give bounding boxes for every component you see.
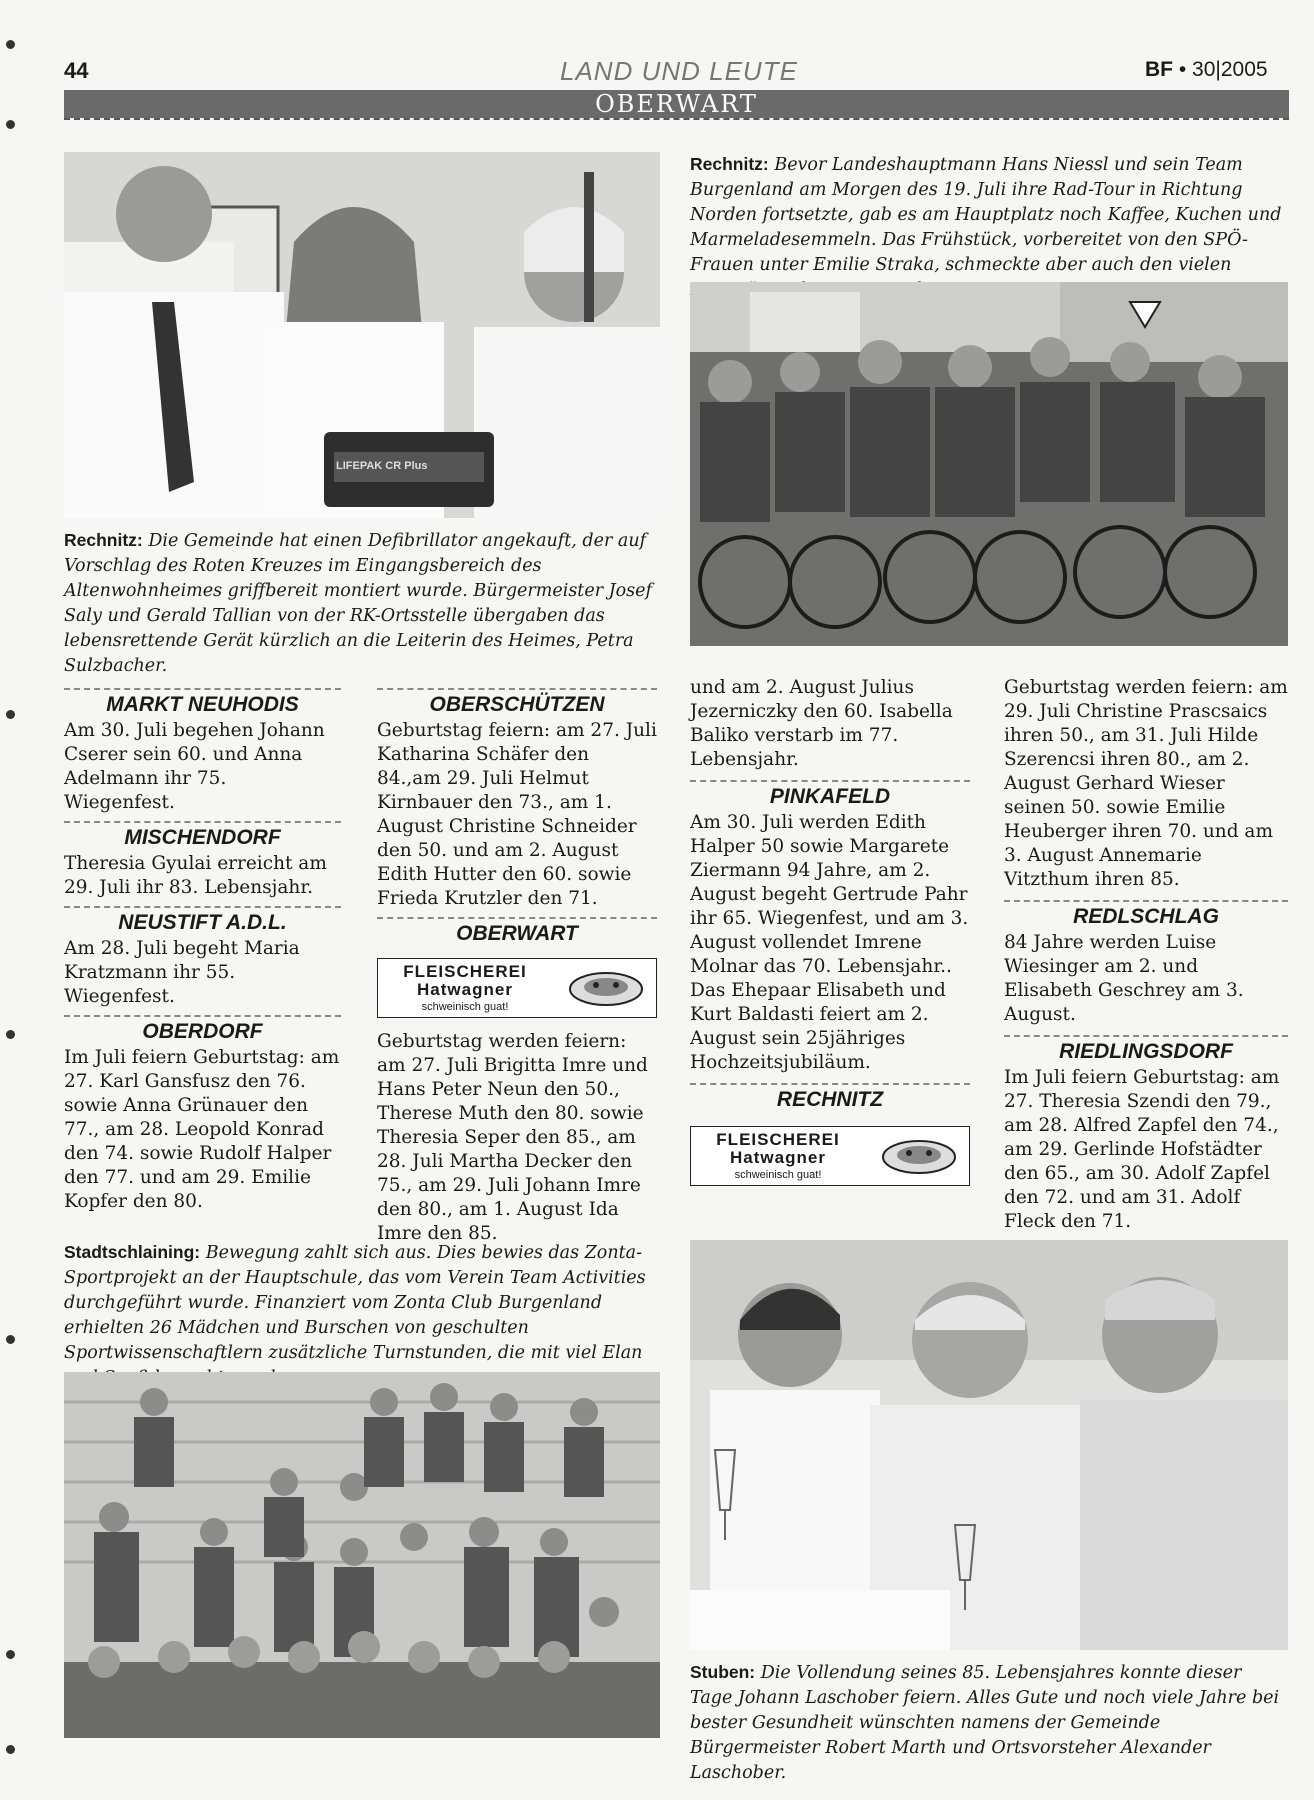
column-4 (1004, 676, 1288, 1234)
ad-line2: Hatwagner (730, 1148, 826, 1167)
divider (64, 118, 1289, 120)
text-continued: Geburtstag werden feiern: am 29. Juli Christine Prascsaics ihren 50., am 31. Juli Hilde Szerencsi ihren 80., am 2. August Gerhard Wieser seinen 50. sowie Emilie Heuberger ihren 70. und am 3. August Annemarie Vitzthum ihren 85. (1004, 677, 1288, 890)
caption-radtour (690, 152, 1288, 303)
photo-zonta-sport-group (64, 1372, 660, 1738)
issue-number: 30|2005 (1192, 58, 1268, 81)
text-mischendorf: Theresia Gyulai erreicht am 29. Juli ihr 83. Lebensjahr. (64, 853, 327, 898)
caption-place: Stadtschlaining: (64, 1242, 201, 1262)
caption-text: Bewegung zahlt sich aus. Dies bewies das Zonta-Sportprojekt an der Hauptschule, das vom Verein Team Activities durchgeführt wurde. Finanziert vom Zonta Club Burgenland erhielten 26 Mädchen und Burschen von geschulten Sportwissenschaftlern zusätzliche Turnstunden, die mit viel Elan (64, 1243, 646, 1363)
caption-place: Rechnitz: (64, 530, 143, 550)
photo-radtour-group (690, 282, 1288, 646)
region-banner (64, 90, 1289, 118)
issue-info: BF • 30|2005 (1145, 58, 1268, 81)
caption-stuben (690, 1660, 1288, 1786)
text-oberdorf: Im Juli feiern Geburtstag: am 27. Karl Gansfusz den 76. sowie Anna Grünauer den 77., am 28. Leopold Konrad den 74. sowie Rudolf Halper den 77. und am 29. Emilie Kopfer den 80. (64, 1047, 340, 1212)
heading-oberwart: OBERWART (377, 917, 657, 948)
caption-place: Stuben: (690, 1662, 756, 1682)
photo-stuben-birthday (690, 1240, 1288, 1650)
caption-defibrillator (64, 528, 664, 679)
heading-mischendorf: MISCHENDORF (64, 821, 341, 852)
pig-icon (566, 967, 646, 1009)
ad-line1: FLEISCHEREI (403, 962, 527, 981)
punch-hole (6, 710, 15, 719)
text-riedlingsdorf: Im Juli feiern Geburtstag: am 27. Theresia Szendi den 79., am 28. Alfred Zapfel den 74., am 29. Gerlinde Hofstädter den 65., am 30. Adolf Zapfel den 72. und am 31. Adolf Fleck den 71. (1004, 1067, 1280, 1232)
text-markt-neuhodis: Am 30. Juli begehen Johann Cserer sein 60. und Anna Adelmann ihr 75. Wiegenfest. (64, 720, 325, 813)
text-pinkafeld: Am 30. Juli werden Edith Halper 50 sowie Margarete Ziermann 94 Jahre, am 2. August begeht Gertrude Pahr ihr 65. Wiegenfest, und am 3. August vollendet Imrene Molnar das 70. Lebensjahr.. Das Ehepaar Elisabeth und Kurt Baldasti feiert am 2. August sein 25jähriges Hochzeitsjubiläum. (690, 812, 969, 1073)
page-number: 44 (64, 58, 89, 83)
heading-oberdorf: OBERDORF (64, 1015, 341, 1046)
punch-hole (6, 1745, 15, 1754)
ad-fleischerei-2 (690, 1126, 970, 1186)
ad-line1: FLEISCHEREI (716, 1130, 840, 1149)
paper-name: BF (1145, 58, 1173, 81)
heading-markt-neuhodis: MARKT NEUHODIS (64, 688, 341, 719)
heading-oberschuetzen: OBERSCHÜTZEN (377, 688, 657, 719)
caption-place: Rechnitz: (690, 154, 769, 174)
punch-hole (6, 40, 15, 49)
column-1 (64, 688, 341, 1214)
heading-redlschlag: REDLSCHLAG (1004, 900, 1288, 931)
heading-pinkafeld: PINKAFELD (690, 780, 970, 811)
punch-hole (6, 120, 15, 129)
section-title: LAND UND LEUTE (560, 56, 798, 86)
text-neustift: Am 28. Juli begeht Maria Kratzmann ihr 55. Wiegenfest. (64, 938, 300, 1007)
text-oberwart: Geburtstag werden feiern: am 27. Juli Brigitta Imre und Hans Peter Neun den 50., Therese Muth den 80. sowie Theresia Seper den 85., am 28. Juli Martha Decker den 75., am 29. Juli Johann Imre den 80., am 1. August Ida Imre den 85. (377, 1031, 648, 1244)
column-3 (690, 676, 970, 1186)
photo-figures (690, 282, 1288, 646)
punch-hole (6, 1335, 15, 1344)
caption-text: Die Gemeinde hat einen Defibrillator angekauft, der auf Vorschlag des Roten Kreuzes im Eingangsbereich des Altenwohnheimes griffbereit montiert wurde. Bürgermeister Josef Saly und Gerald Tallian von der RK-Ortsstelle übergaben das lebensrettende Gerät kürzlich an die Leiterin des Heimes, Petra Sulzbacher. (64, 531, 652, 676)
heading-neustift: NEUSTIFT A.D.L. (64, 906, 341, 937)
text-oberschuetzen: Geburtstag feiern: am 27. Juli Katharina Schäfer den 84.,am 29. Juli Helmut Kirnbauer den 73., am 1. August Christine Schneider den 50. und am 2. August Edith Hutter den 60. sowie Frieda Krutzler den 71. (377, 720, 657, 909)
text-redlschlag: 84 Jahre werden Luise Wiesinger am 2. und Elisabeth Geschrey am 3. August. (1004, 932, 1244, 1025)
ad-slogan: schweinisch guat! (421, 1001, 509, 1013)
caption-text: Die Vollendung seines 85. Lebensjahres konnte dieser Tage Johann Laschober feiern. Alles Gute und noch viele Jahre bei bester Gesundheit wünschten namens der Gemeinde Bürgermeister Robert Marth und Ortsvorsteher Alexander Laschober. (690, 1663, 1280, 1783)
device-label: LIFEPAK CR Plus (336, 460, 428, 472)
heading-riedlingsdorf: RIEDLINGSDORF (1004, 1035, 1288, 1066)
punch-hole (6, 1650, 15, 1659)
photo-figures (64, 1372, 660, 1738)
column-2 (377, 688, 657, 1246)
photo-defibrillator-handover (64, 152, 660, 518)
ad-line2: Hatwagner (417, 980, 513, 999)
heading-rechnitz: RECHNITZ (690, 1083, 970, 1114)
photo-figures (690, 1240, 1288, 1650)
caption-zonta (64, 1240, 660, 1391)
pig-icon (879, 1135, 959, 1177)
ad-slogan: schweinisch guat! (734, 1169, 822, 1181)
punch-hole (6, 1030, 15, 1039)
caption-text: Bevor Landeshauptmann Hans Niessl und sein Team Burgenland am Morgen des 19. Juli ihre Rad-Tour in Richtung Norden fortsetzte, gab es am Hauptplatz noch Kaffee, Kuchen und Marmeladesemmeln. Das Frühstück, vorbereitet von den SPÖ-Frauen unter Emilie Straka, schmeckte aber auch den vielen (690, 155, 1282, 275)
region-title: OBERWART (595, 90, 758, 118)
ad-fleischerei-1 (377, 958, 657, 1018)
text-continued: und am 2. August Julius Jezerniczky den 60. Isabella Baliko verstarb im 77. Lebensjahr. (690, 677, 953, 770)
